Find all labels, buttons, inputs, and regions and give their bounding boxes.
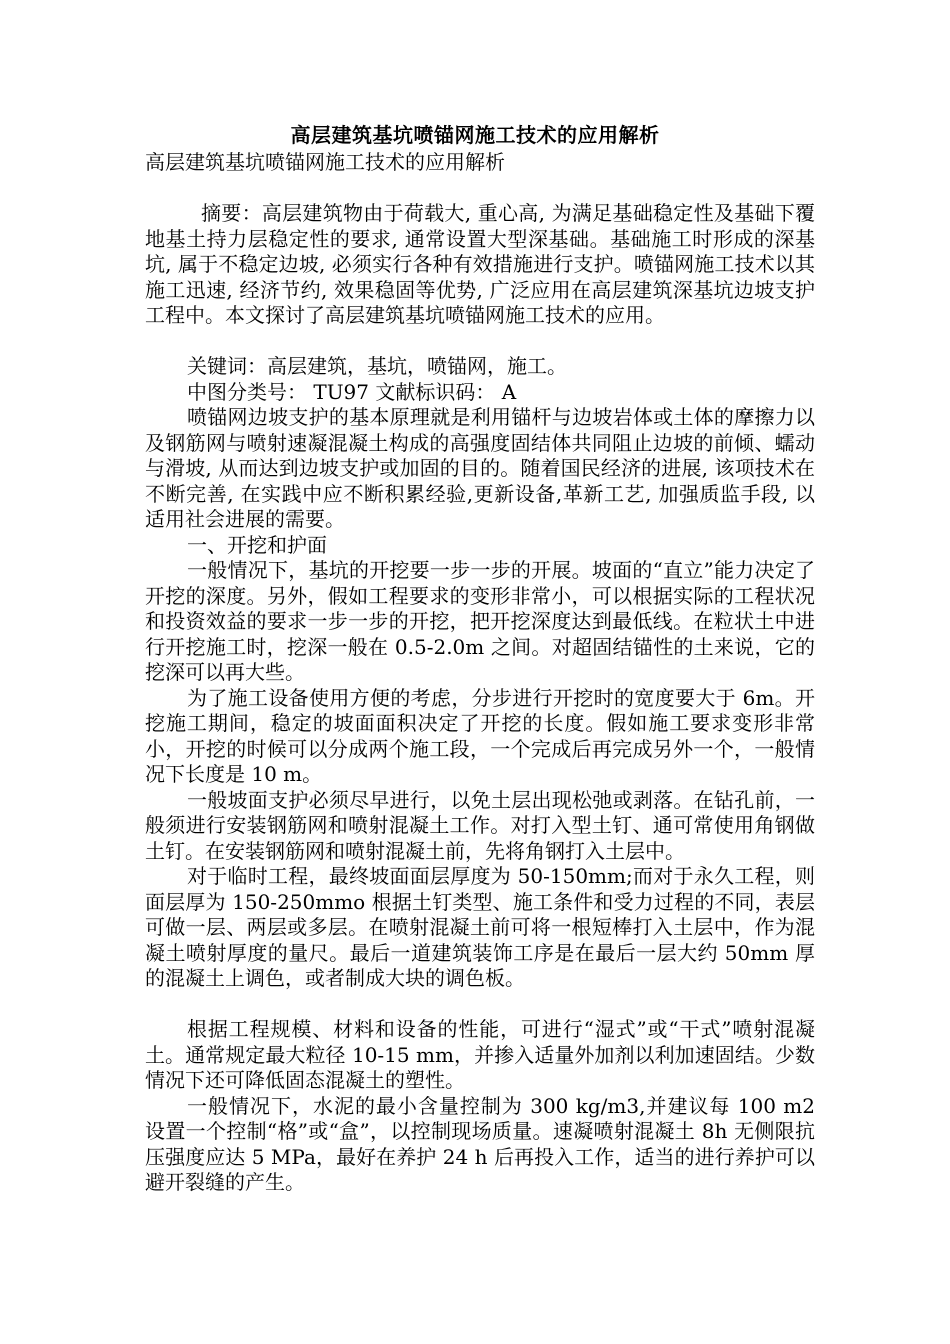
body-paragraph: 对于临时工程，最终坡面面层厚度为 50-150mm;而对于永久工程，则面层厚为 150-250mmo 根据土钉类型、施工条件和受力过程的不同，表层可做一层、两层或多层。在喷射混凝土前可将一根短棒打入土层中，作为混凝土喷射厚度的量尺。最后一道建筑装饰工序是在最后一层大约 50mm 厚的混凝土上调色，或者制成大块的调色板。	[145, 864, 815, 990]
keywords-line: 关键词：高层建筑，基坑，喷锚网，施工。	[187, 354, 567, 378]
document-title: 高层建筑基坑喷锚网施工技术的应用解析	[290, 123, 660, 147]
spacer	[145, 176, 815, 202]
body-paragraph: 一般情况下，基坑的开挖要一步一步的开展。坡面的“直立”能力决定了开挖的深度。另外，假如工程要求的变形非常小，可以根据实际的工程状况和投资效益的要求一步一步的开挖，把开挖深度达到最低线。在粒状土中进行开挖施工时，挖深一般在 0.5-2.0m 之间。对超固结锚性的土来说，它的挖深可以再大些。	[145, 558, 815, 684]
body-paragraph: 根据工程规模、材料和设备的性能，可进行“湿式”或“干式”喷射混凝土。通常规定最大粒径 10-15 mm，并掺入适量外加剂以利加速固结。少数情况下还可降低固态混凝土的塑性。	[145, 1017, 815, 1092]
abstract-paragraph: 摘要：高层建筑物由于荷载大, 重心高, 为满足基础稳定性及基础下覆地基土持力层稳定性的要求, 通常设置大型深基础。基础施工时形成的深基坑, 属于不稳定边坡, 必须实行各种有效措施进行支护。喷锚网施工技术以其施工迅速, 经济节约, 效果稳固等优势, 广泛应用在高层建筑深基坑边坡支护工程中。本文探讨了高层建筑基坑喷锚网施工技术的应用。	[145, 201, 815, 327]
body-paragraph: 一般情况下，水泥的最小含量控制为 300 kg/m3,并建议每 100 m2 设置一个控制“格”或“盒”，以控制现场质量。速凝喷射混凝土 8h 无侧限抗压强度应达 5 MPa，最好在养护 24 h 后再投入工作，适当的进行养护可以避开裂缝的产生。	[145, 1093, 815, 1194]
body-paragraph: 喷锚网边坡支护的基本原理就是利用锚杆与边坡岩体或土体的摩擦力以及钢筋网与喷射速凝混凝土构成的高强度固结体共同阻止边坡的前倾、蠕动与滑坡, 从而达到边坡支护或加固的目的。随着国民经济的进展, 该项技术在不断完善, 在实践中应不断积累经验,更新设备,革新工艺, 加强质监手段, 以适用社会进展的需要。	[145, 405, 815, 531]
body-paragraph: 一般坡面支护必须尽早进行，以免土层出现松弛或剥落。在钻孔前，一般须进行安装钢筋网和喷射混凝土工作。对打入型土钉、通可常使用角钢做土钉。在安装钢筋网和喷射混凝土前，先将角钢打入土层中。	[145, 787, 815, 863]
spacer	[145, 992, 815, 1018]
spacer	[145, 329, 815, 355]
body-paragraph: 为了施工设备使用方便的考虑，分步进行开挖时的宽度要大于 6m。开挖施工期间，稳定的坡面面积决定了开挖的长度。假如施工要求变形非常小，开挖的时候可以分成两个施工段，一个完成后再完成另外一个，一般情况下长度是 10 m。	[145, 685, 815, 786]
document-subtitle: 高层建筑基坑喷锚网施工技术的应用解析	[145, 150, 505, 174]
section-heading: 一、开挖和护面	[187, 532, 327, 557]
document-body	[145, 150, 815, 1196]
classification-line: 中图分类号： TU97 文献标识码： A	[187, 379, 517, 404]
